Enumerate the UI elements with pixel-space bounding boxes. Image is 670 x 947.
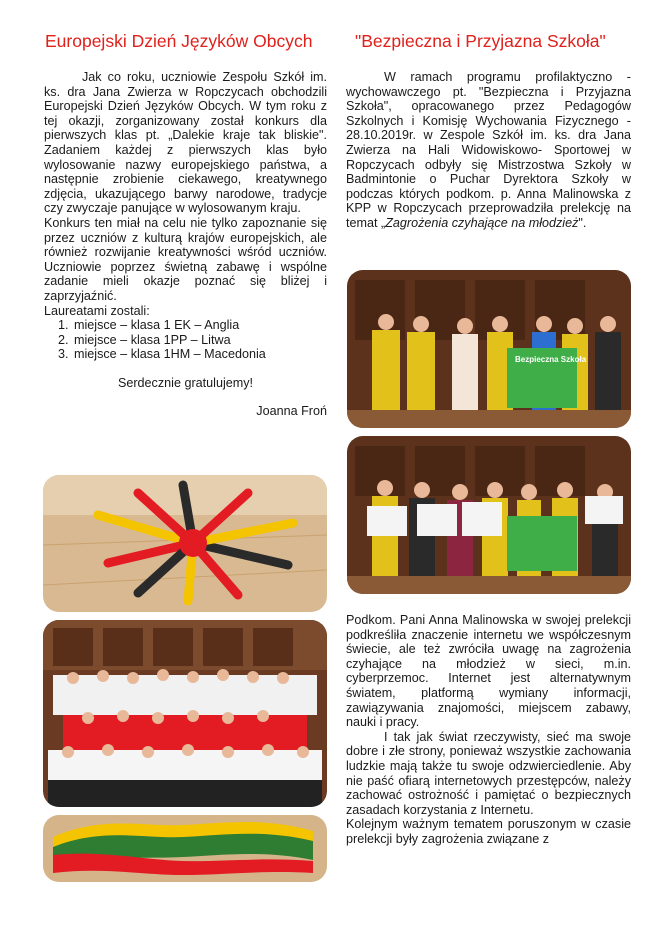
poster-text: Bezpieczna Szkoła [515,355,587,364]
photo-star-formation [43,475,327,612]
winner-item: 2. miejsce – klasa 1PP – Litwa [72,333,327,348]
winners-intro: Laureatami zostali: [44,303,150,318]
group-photo-illustration [43,620,327,807]
right-article-title: "Bezpieczna i Przyjazna Szkoła" [355,31,606,51]
star-formation-illustration [43,475,327,612]
right-paragraph-3: I tak jak świat rzeczywisty, sieć ma swoje dobre i złe strony, ponieważ wszystkie zachowania ludzkie mają także tu swoje odzwierciedlenie. Aby nie paść ofiarą internetowych przestępców, należy zachować ostrożność i pamiętać o bezpiecznych zasadach korzystania z Internetu. [346,729,631,817]
left-paragraph-2: Konkurs ten miał na celu nie tylko zapoznanie się przez uczniów z kulturą krajów europejskich, ale również rozwijanie kreatywności wśród uczniów. Uczniowie poprzez świetną zabawę i wspólne zadanie mieli okazje poznać się bliżej i zaprzyjaźnić. [44,215,327,303]
left-article-title: Europejski Dzień Języków Obcych [45,31,313,51]
winner-item: 1. miejsce – klasa 1 EK – Anglia [72,318,327,333]
congratulations: Serdecznie gratulujemy! [117,375,254,390]
lecture-topic: Zagrożenia czyhające na młodzież [385,215,579,230]
right-paragraph-4: Kolejnym ważnym tematem poruszonym w czasie prelekcji były zagrożenia związane z [346,817,631,846]
photo-lecture-group-2 [347,436,631,594]
lecture-photo-2-illustration [347,436,631,594]
photo-flag-formation [43,815,327,882]
winners-list [44,318,327,362]
lecture-photo-1-illustration [347,270,631,428]
photo-group-classroom [43,620,327,807]
winner-item: 3. miejsce – klasa 1HM – Macedonia [72,347,327,362]
right-paragraph-1: W ramach programu profilaktyczno - wychowawczego pt. "Bezpieczna i Przyjazna Szkoła", opracowanego przez Pedagogów Szkolnych i Komisję Wychowania Fizycznego - 28.10.2019r. w Zespole Szkół im. ks. dra Jana Zwierza na Hali Widowiskowo- Sportowej w Ropczycach odbyły się Mistrzostwa Szkoły w Badmintonie o Puchar Dyrektora Szkoły w podczas których podkom. p. Anna Malinowska z KPP w Ropczycach przeprowadziła prelekcję na temat „Zagrożenia czyhające na młodzież". [346,70,631,230]
left-article-body [44,70,327,419]
right-paragraph-2: Podkom. Pani Anna Malinowska w swojej prelekcji podkreśliła znaczenie internetu we współczesnym świecie, ale też zwróciła uwagę na zagrożenia czyhające na młodzież w sieci, m.in. cyberprzemoc. Internet jest alternatywnym światem, platformą wymiany informacji, zawiązywania znajomości, miejscem zabawy, nauki i pracy. [346,613,631,730]
author-signature: Joanna Froń [256,404,327,419]
left-paragraph-1: Jak co roku, uczniowie Zespołu Szkół im. ks. dra Jana Zwierza w Ropczycach obchodzili Europejski Dzień Języków Obcych. W tym roku z tej okazji, zorganizowany został konkurs dla pierwszych klas pt. „Dalekie kraje tak bliskie". Zadaniem każdej z pierwszych klas było wylosowanie nazwy europejskiego państwa, a następnie zrobienie ciekawego, kreatywnego zdjęcia, ukazującego barwy narodowe, tradycje czy zwyczaje panujące w wylosowanym kraju. [44,70,327,216]
right-article-body-top [346,70,631,231]
right-article-body-bottom [346,613,631,847]
photo-lecture-group-1 [347,270,631,428]
flag-formation-illustration [43,815,327,882]
